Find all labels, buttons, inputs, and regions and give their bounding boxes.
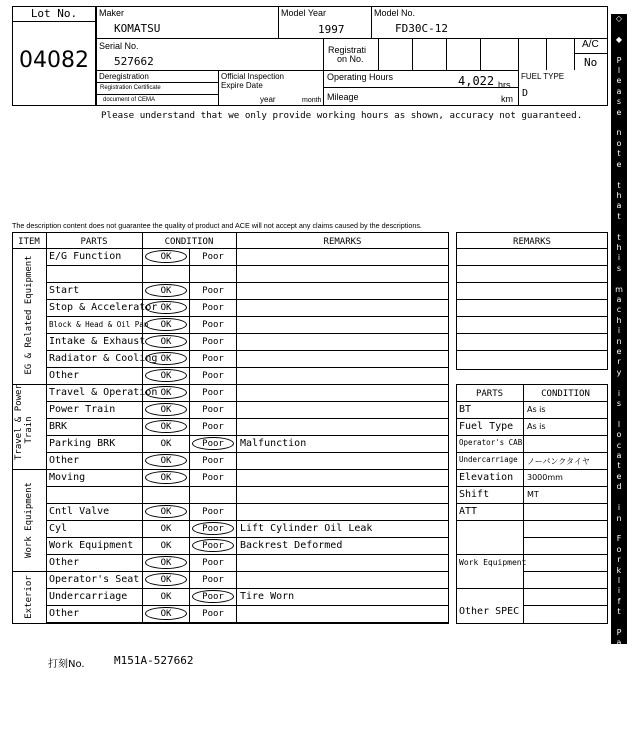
right-row-part: Undercarriage — [459, 455, 518, 464]
right-row-part: Elevation — [459, 472, 514, 483]
right-row-part: Operator's CAB — [459, 438, 523, 447]
condition-poor: Poor — [202, 371, 224, 381]
operating-hours-value: 4,022 — [458, 74, 495, 88]
condition-poor: Poor — [202, 507, 224, 517]
table-row-part: BRK — [49, 421, 68, 432]
maker-label: Maker — [99, 8, 125, 18]
hrs-label: hrs — [498, 80, 511, 90]
hours-note: Please understand that we only provide working hours as shown, accuracy not guaranteed. — [101, 110, 583, 121]
sidebar-char: t — [617, 149, 621, 159]
mileage-label: Mileage — [327, 92, 359, 102]
table-row-part: E/G Function — [49, 251, 122, 262]
location-notice-banner — [611, 14, 627, 742]
ok-circle-mark — [145, 335, 187, 348]
table-row-part: Cntl Valve — [49, 506, 110, 517]
header-item: ITEM — [18, 237, 40, 247]
poor-circle-mark — [192, 437, 234, 450]
ok-circle-mark — [145, 284, 187, 297]
sidebar-char: t — [617, 461, 621, 471]
condition-ok: OK — [160, 541, 172, 551]
condition-ok: OK — [160, 252, 172, 262]
condition-poor: Poor — [202, 354, 224, 364]
sidebar-char — [611, 618, 627, 628]
condition-ok: OK — [160, 592, 172, 602]
poor-circle-mark — [192, 522, 234, 535]
table-row-part: Cyl — [49, 523, 68, 534]
serial-no-label: Serial No. — [99, 41, 139, 51]
sidebar-char: n — [616, 336, 622, 346]
sidebar-char: m — [615, 284, 623, 294]
table-row-part: Operator's Seat — [49, 574, 140, 585]
condition-ok: OK — [160, 354, 172, 364]
sidebar-char: ◇ — [615, 14, 623, 23]
condition-poor: Poor — [202, 337, 224, 347]
stamp-label: 打刻No. — [48, 659, 85, 670]
condition-poor: Poor — [202, 473, 224, 483]
stamp-value: M151A-527662 — [114, 654, 194, 667]
right-row-condition: MT — [527, 490, 539, 499]
right-row-condition: As is — [527, 422, 546, 431]
group-label-work: Work Equipment — [24, 482, 34, 558]
condition-poor: Poor — [202, 388, 224, 398]
ok-circle-mark — [145, 556, 187, 569]
table-row-part: Intake & Exhaust — [49, 336, 146, 347]
condition-poor: Poor — [202, 422, 224, 432]
sidebar-char: l — [617, 575, 621, 585]
disclaimer: The description content does not guarantee the quality of product and ACE will not accept any claims caused by the descriptions. — [12, 221, 422, 230]
condition-ok: OK — [160, 286, 172, 296]
sidebar-char: P — [616, 55, 622, 65]
registration-no-label-2: on No. — [337, 54, 364, 64]
sidebar-char: e — [616, 471, 622, 481]
condition-ok: OK — [160, 320, 172, 330]
sidebar-char: e — [616, 107, 622, 117]
right-row-part: Shift — [459, 489, 490, 500]
sidebar-char — [611, 45, 627, 55]
condition-ok: OK — [160, 609, 172, 619]
table-row-part: Other — [49, 608, 80, 619]
right-row-condition: ノーパンクタイヤ — [527, 457, 590, 466]
ok-circle-mark — [145, 420, 187, 433]
sidebar-char — [611, 118, 627, 128]
right-remarks-header: REMARKS — [513, 237, 551, 247]
condition-poor: Poor — [202, 541, 224, 551]
registration-no-label-1: Registrati — [328, 45, 367, 55]
condition-ok: OK — [160, 439, 172, 449]
header-condition: CONDITION — [164, 237, 214, 247]
sidebar-char — [611, 222, 627, 232]
sidebar-char: a — [616, 201, 622, 211]
model-no-label: Model No. — [374, 8, 416, 18]
table-row-part: Other — [49, 370, 80, 381]
fuel-type-label: FUEL TYPE — [521, 72, 565, 81]
condition-poor: Poor — [202, 439, 224, 449]
right-row-condition: 3000mm — [527, 473, 563, 482]
poor-circle-mark — [192, 539, 234, 552]
condition-poor: Poor — [202, 303, 224, 313]
sidebar-char — [611, 701, 627, 711]
condition-poor: Poor — [202, 456, 224, 466]
sidebar-char: i — [617, 503, 621, 513]
right-row-part: BT — [459, 404, 472, 415]
sidebar-char: g — [616, 690, 622, 700]
sidebar-char: c — [616, 440, 622, 450]
model-year-value: 1997 — [318, 23, 345, 36]
ok-circle-mark — [145, 250, 187, 263]
sidebar-char: c — [616, 305, 622, 315]
ok-circle-mark — [145, 471, 187, 484]
lot-no-label: Lot No. — [30, 7, 78, 20]
ok-circle-mark — [145, 403, 187, 416]
ok-circle-mark — [145, 352, 187, 365]
sidebar-char: a — [616, 638, 622, 648]
condition-ok: OK — [160, 337, 172, 347]
right-row-part: ATT — [459, 506, 478, 517]
ok-circle-mark — [145, 318, 187, 331]
sidebar-char: f — [617, 596, 621, 606]
poor-circle-mark — [192, 590, 234, 603]
condition-ok: OK — [160, 507, 172, 517]
sidebar-char: i — [617, 388, 621, 398]
lot-no-value: 04082 — [19, 48, 89, 73]
condition-ok: OK — [160, 371, 172, 381]
condition-ok: OK — [160, 456, 172, 466]
table-row-part: Radiator & Cooling — [49, 353, 158, 364]
registration-certificate-label: Registration Certificate — [100, 85, 161, 91]
group-label-exterior: Exterior — [24, 575, 34, 619]
year-label: year — [260, 95, 276, 104]
sidebar-char: ◆ — [615, 711, 623, 721]
sidebar-char: k — [616, 659, 622, 669]
sidebar-char: i — [617, 586, 621, 596]
sidebar-char: e — [616, 159, 622, 169]
other-spec-label: Other SPEC — [459, 606, 520, 617]
sidebar-char: e — [616, 76, 622, 86]
sidebar-char: ◆ — [615, 34, 623, 44]
sidebar-char: n — [616, 128, 622, 138]
condition-poor: Poor — [202, 609, 224, 619]
work-equipment-label: Work Equipment — [459, 558, 527, 567]
sidebar-char — [611, 524, 627, 534]
ok-circle-mark — [145, 607, 187, 620]
condition-poor: Poor — [202, 524, 224, 534]
km-label: km — [501, 94, 513, 104]
sidebar-char — [611, 170, 627, 180]
table-row-part: Other — [49, 455, 80, 466]
condition-poor: Poor — [202, 558, 224, 568]
ok-circle-mark — [145, 301, 187, 314]
sidebar-char — [611, 722, 627, 732]
deregistration-label: Deregistration — [99, 72, 149, 81]
condition-poor: Poor — [202, 252, 224, 262]
table-row-part: Block & Head & Oil Pan — [49, 320, 149, 329]
table-row-part: Start — [49, 285, 80, 296]
sidebar-char — [611, 378, 627, 388]
condition-poor: Poor — [202, 405, 224, 415]
sidebar-char: t — [617, 211, 621, 221]
ok-circle-mark — [145, 573, 187, 586]
sidebar-char: s — [616, 263, 622, 273]
group-label-travel — [14, 384, 34, 460]
table-row-remarks: Lift Cylinder Oil Leak — [240, 523, 373, 534]
sidebar-char: n — [616, 513, 622, 523]
sidebar-char — [611, 409, 627, 419]
sidebar-char: n — [616, 680, 622, 689]
official-inspection-label: Official Inspection — [221, 72, 284, 81]
sidebar-char: o — [616, 138, 622, 148]
condition-ok: OK — [160, 303, 172, 313]
sidebar-char: h — [616, 242, 622, 252]
sidebar-char: d — [616, 482, 622, 492]
table-row-part: Work Equipment — [49, 540, 134, 551]
sidebar-char: o — [616, 430, 622, 440]
sidebar-char: i — [617, 669, 621, 679]
table-row-part: Other — [49, 557, 80, 568]
sidebar-char: ◇ — [615, 732, 623, 742]
header-parts: PARTS — [80, 237, 108, 247]
sidebar-char: F — [616, 534, 622, 544]
table-row-part: Parking BRK — [49, 438, 116, 449]
group-label-eg: EG & Related Equipment — [24, 255, 34, 375]
sidebar-char: P — [616, 627, 622, 637]
group-label-travel-line2: Train — [24, 416, 34, 444]
table-row-part: Travel & Operation — [49, 387, 158, 398]
sidebar-char — [611, 493, 627, 503]
right-row-part: Fuel Type — [459, 421, 514, 432]
ok-circle-mark — [145, 369, 187, 382]
ok-circle-mark — [145, 454, 187, 467]
sidebar-char: t — [617, 232, 621, 242]
sidebar-char: i — [617, 253, 621, 263]
condition-poor: Poor — [202, 320, 224, 330]
condition-poor: Poor — [202, 592, 224, 602]
sidebar-char: o — [616, 544, 622, 554]
sidebar-char: y — [616, 367, 622, 377]
condition-ok: OK — [160, 422, 172, 432]
sidebar-char: h — [616, 315, 622, 325]
sidebar-char: a — [616, 294, 622, 304]
right-condition-header: CONDITION — [541, 389, 590, 399]
sidebar-char: l — [617, 66, 621, 76]
right-row-condition: As is — [527, 405, 546, 414]
table-row-remarks: Malfunction — [240, 438, 307, 449]
sidebar-char: s — [616, 399, 622, 409]
ok-circle-mark — [145, 386, 187, 399]
ac-label: A/C — [582, 39, 599, 50]
table-row-remarks: Tire Worn — [240, 591, 295, 602]
ok-circle-mark — [145, 505, 187, 518]
condition-ok: OK — [160, 388, 172, 398]
serial-no-value: 527662 — [114, 55, 154, 68]
condition-ok: OK — [160, 558, 172, 568]
sidebar-char: k — [616, 565, 622, 575]
sidebar-char: a — [616, 451, 622, 461]
table-row-part: Moving — [49, 472, 86, 483]
condition-ok: OK — [160, 575, 172, 585]
month-label: month — [302, 97, 322, 104]
model-year-label: Model Year — [281, 8, 327, 18]
sidebar-char — [611, 24, 627, 34]
sidebar-char: t — [617, 180, 621, 190]
condition-poor: Poor — [202, 286, 224, 296]
condition-ok: OK — [160, 405, 172, 415]
condition-ok: OK — [160, 524, 172, 534]
sidebar-char: l — [617, 419, 621, 429]
table-row-part: Power Train — [49, 404, 116, 415]
sidebar-char: s — [616, 97, 622, 107]
sidebar-char: r — [617, 357, 621, 367]
operating-hours-label: Operating Hours — [327, 72, 394, 82]
sidebar-char: r — [617, 648, 621, 658]
condition-poor: Poor — [202, 575, 224, 585]
table-row-part: Stop & Accelerator — [49, 302, 158, 313]
document-of-cema-label: document of CEMA — [103, 97, 156, 103]
sidebar-char: r — [617, 555, 621, 565]
model-no-value: FD30C-12 — [395, 22, 448, 35]
maker-value: KOMATSU — [114, 22, 161, 35]
ac-value: No — [584, 56, 598, 69]
header-remarks: REMARKS — [323, 237, 362, 247]
fuel-type-value: D — [522, 88, 529, 99]
sidebar-char: t — [617, 607, 621, 617]
group-label-travel-line1: Travel & Power — [14, 384, 24, 460]
expire-date-label: Expire Date — [221, 81, 263, 90]
sidebar-char: h — [616, 190, 622, 200]
condition-ok: OK — [160, 473, 172, 483]
sidebar-char: i — [617, 326, 621, 336]
right-parts-header: PARTS — [475, 389, 504, 399]
table-row-part: Undercarriage — [49, 591, 128, 602]
sidebar-char: a — [616, 86, 622, 96]
table-row-remarks: Backrest Deformed — [240, 540, 343, 551]
sidebar-char: e — [616, 347, 622, 356]
sidebar-char — [611, 274, 627, 284]
